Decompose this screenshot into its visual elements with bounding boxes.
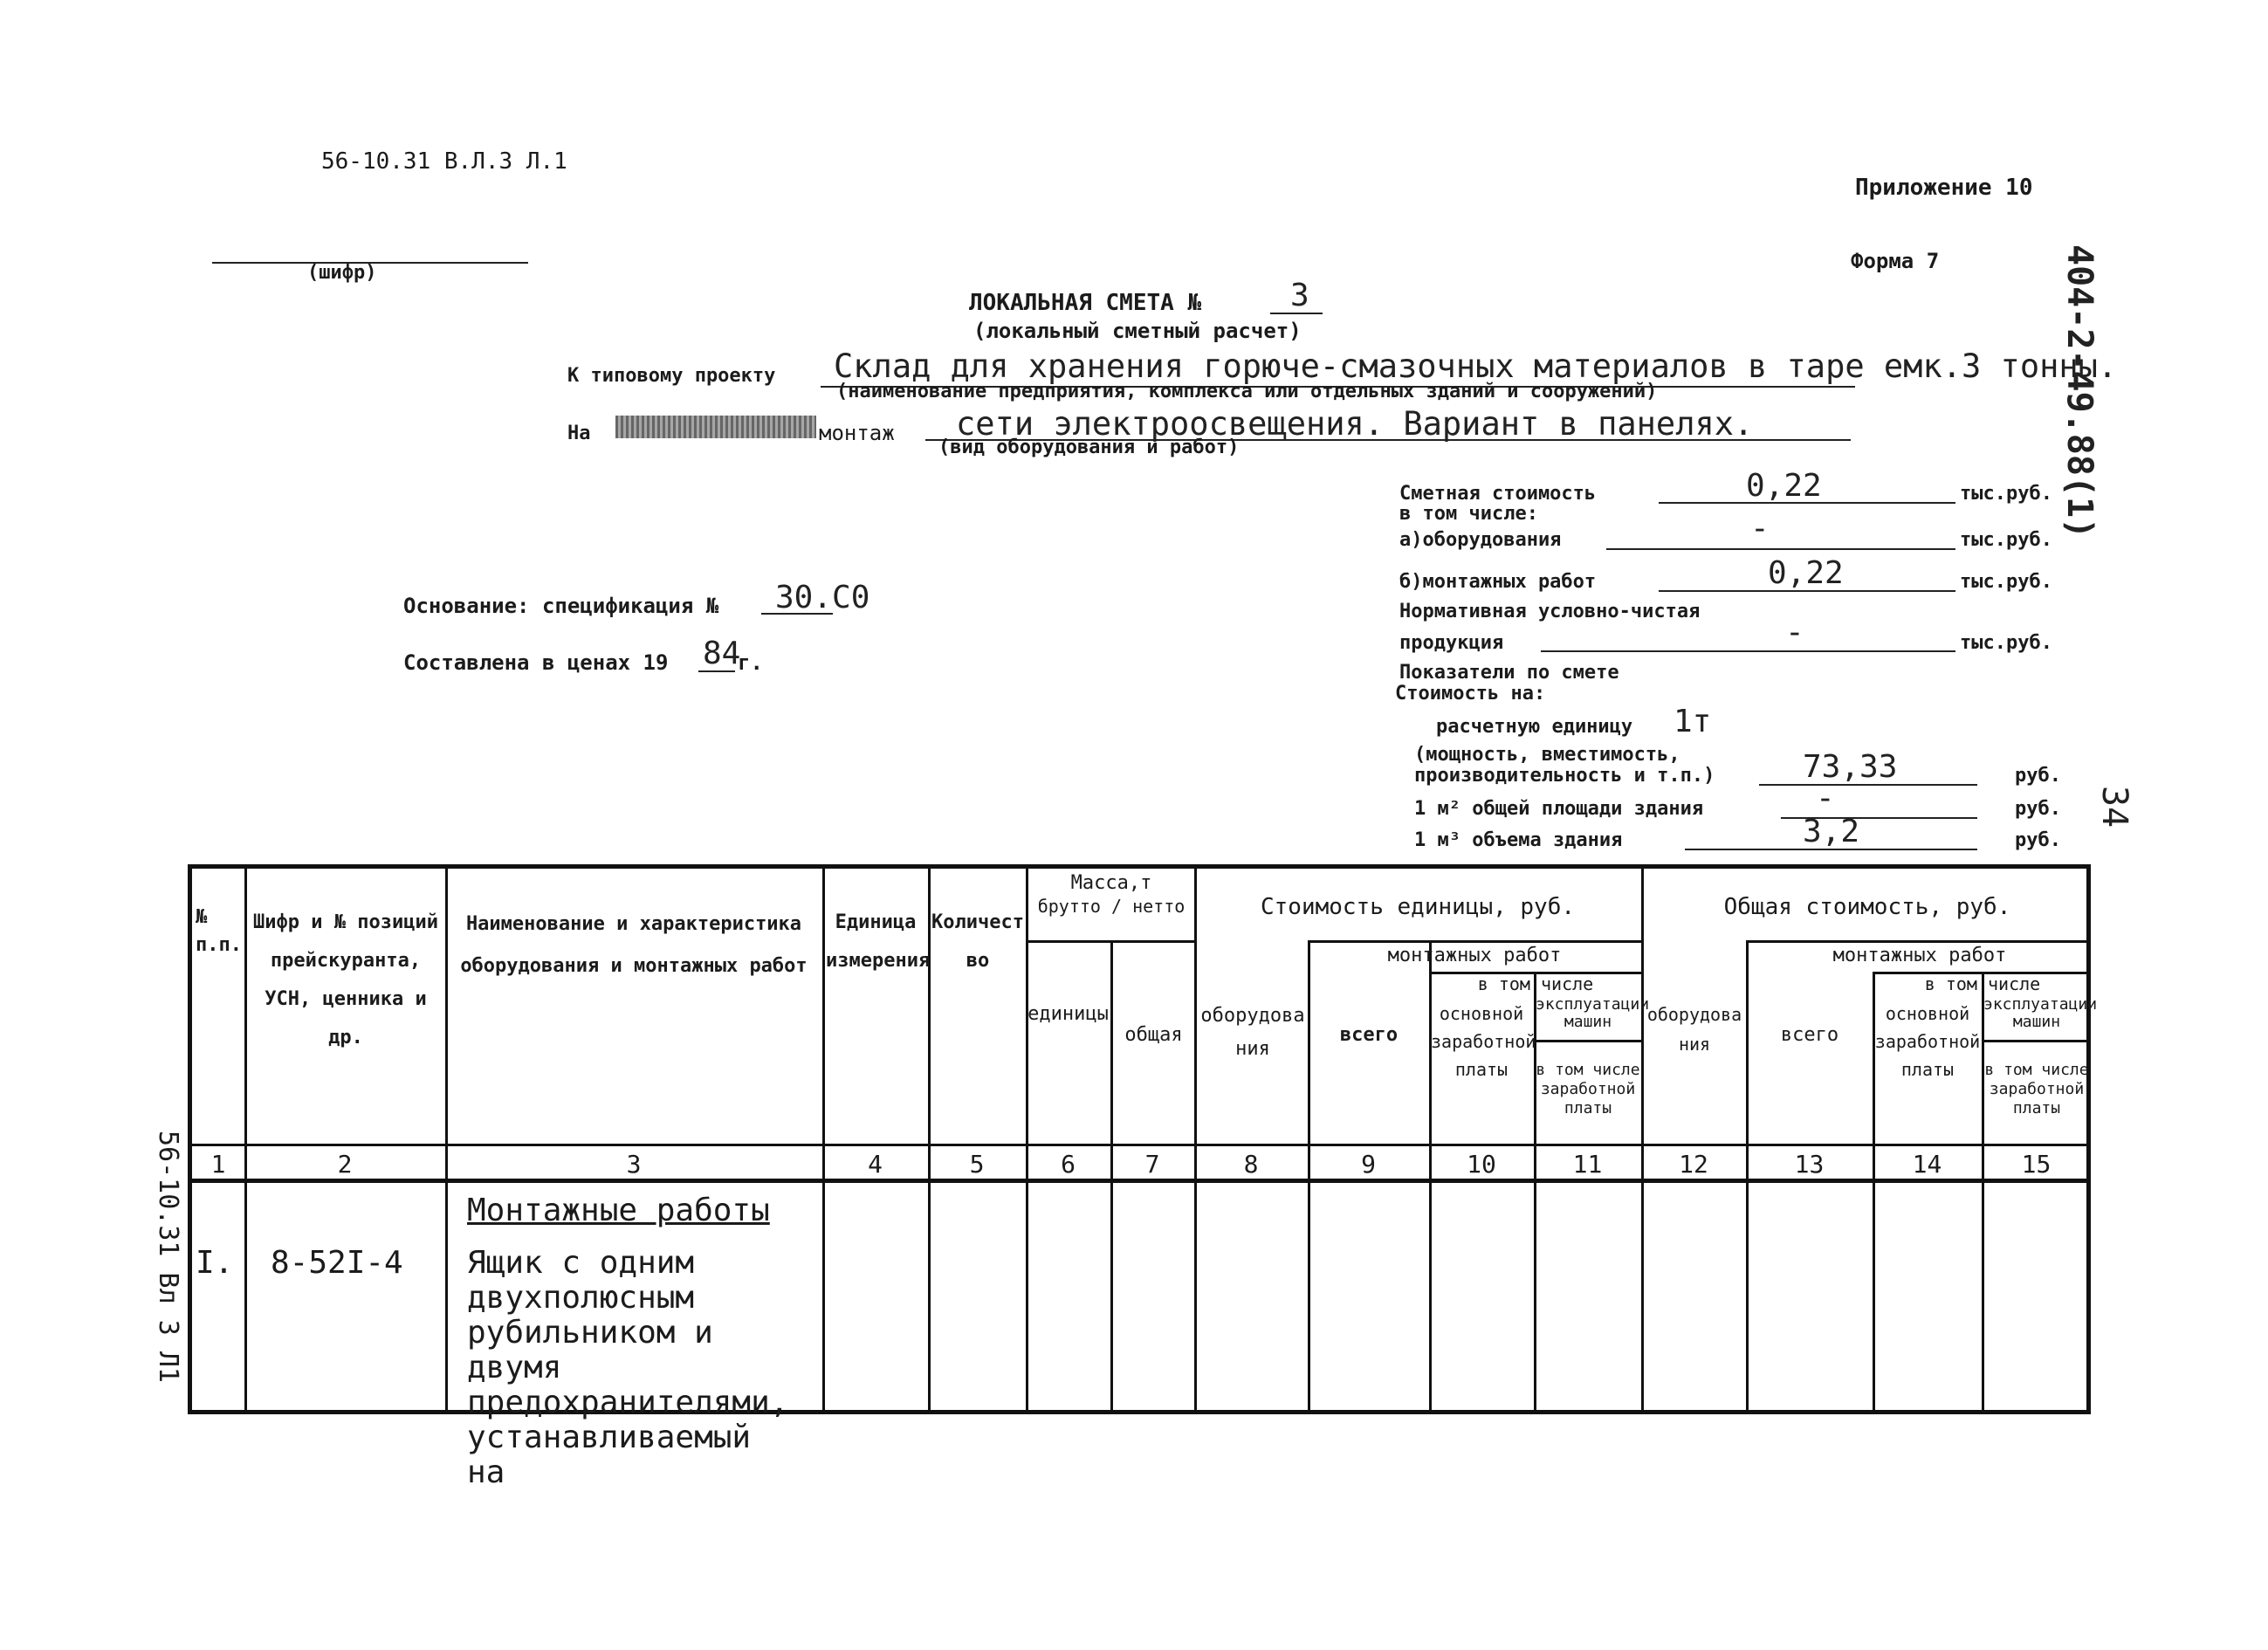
project-label: К типовому проекту	[567, 365, 776, 387]
document-code: 56-10.31 В.Л.3 Л.1	[321, 148, 567, 175]
header-num: № п.п.	[196, 906, 242, 956]
form-label: Форма 7	[1851, 249, 1940, 273]
including-label: в том числе:	[1399, 503, 1538, 525]
capacity-line	[1759, 784, 1977, 786]
col-number: 5	[969, 1150, 985, 1179]
page-number: 34	[2094, 786, 2134, 828]
header-mass: Масса,т	[1070, 872, 1152, 894]
col-number: 14	[1912, 1150, 1942, 1179]
header-install-total: монтажных работ	[1832, 945, 2007, 966]
header-machine-wages-15: в том числе заработной платы	[1984, 1061, 2089, 1117]
capacity-label-2: производительность и т.п.)	[1414, 765, 1715, 787]
install-label: б)монтажных работ	[1399, 571, 1597, 593]
col-number: 7	[1144, 1150, 1160, 1179]
col-number: 4	[868, 1150, 883, 1179]
col-number: 10	[1467, 1150, 1496, 1179]
grid-line	[822, 869, 825, 1410]
grid-line	[244, 869, 247, 1410]
normative-label-1: Нормативная условно-чистая	[1399, 601, 1701, 622]
basis-label: Основание: спецификация №	[403, 594, 719, 618]
unit-2: тыс.руб.	[1960, 529, 2052, 551]
rub-1: руб.	[2015, 765, 2061, 787]
basis-value: 30.С0	[775, 580, 870, 615]
title-number: 3	[1290, 278, 1309, 313]
calc-unit-label: расчетную единицу	[1436, 716, 1633, 738]
row-number: I.	[196, 1245, 234, 1281]
work-caption: (вид оборудования и работ)	[938, 437, 1240, 458]
grid-line	[192, 1144, 2091, 1146]
title-subtitle: (локальный сметный расчет)	[973, 319, 1302, 343]
equipment-value: -	[1750, 511, 1770, 547]
prices-year: 84	[703, 636, 741, 671]
calc-unit-value: 1т	[1674, 704, 1712, 739]
col-number: 3	[626, 1150, 642, 1179]
title-number-line	[1270, 313, 1323, 314]
grid-line	[445, 869, 448, 1410]
header-wages-14: основной заработной платы	[1874, 1003, 1981, 1080]
prices-suffix: г.	[738, 650, 763, 675]
section-title: Монтажные работы	[467, 1193, 770, 1228]
unit-4: тыс.руб.	[1960, 632, 2052, 654]
grid-line	[1982, 972, 1984, 1410]
header-machines-11: эксплуатации машин	[1536, 995, 1650, 1031]
row-code: 8-52I-4	[271, 1245, 403, 1281]
header-code: Шифр и № позиций прейскуранта, УСН, ценника и др.	[253, 911, 438, 1048]
normative-value: -	[1785, 615, 1804, 650]
header-equipment-unit: оборудования	[1200, 1005, 1305, 1060]
volume-value: 3,2	[1803, 814, 1860, 849]
col-number: 2	[337, 1150, 353, 1179]
grid-line	[1026, 940, 1194, 943]
volume-label: 1 м³ объема здания	[1414, 829, 1623, 851]
header-machine-wages-11: в том числе заработной платы	[1536, 1061, 1640, 1117]
estimated-value: 0,22	[1746, 468, 1822, 504]
col-number: 8	[1243, 1150, 1259, 1179]
header-install-unit: монтажных работ	[1387, 945, 1562, 966]
area-label: 1 м² общей площади здания	[1414, 798, 1704, 820]
col-number: 9	[1361, 1150, 1376, 1179]
equipment-line	[1606, 548, 1955, 550]
equipment-label: а)оборудования	[1399, 529, 1562, 551]
header-total-13: всего	[1780, 1024, 1839, 1046]
header-machines-15: эксплуатации машин	[1983, 995, 2098, 1031]
prices-year-line	[698, 670, 735, 672]
header-including-1: в том числе	[1477, 973, 1594, 994]
estimated-line	[1659, 502, 1955, 504]
col-number: 13	[1794, 1150, 1825, 1179]
indicators-label: Показатели по смете	[1399, 662, 1619, 684]
header-unit-cost: Стоимость единицы, руб.	[1260, 894, 1576, 920]
header-wages-10: основной заработной платы	[1431, 1003, 1536, 1080]
normative-label-2: продукция	[1399, 632, 1504, 654]
unit-1: тыс.руб.	[1960, 483, 2052, 505]
estimate-table	[188, 864, 2098, 1490]
project-value: Склад для хранения горюче-смазочных материалов в таре емк.3 тонны.	[834, 347, 2118, 385]
install-value: 0,22	[1768, 555, 1844, 591]
cost-for-label: Стоимость на:	[1395, 683, 1546, 705]
estimated-label: Сметная стоимость	[1399, 483, 1597, 505]
grid-line	[1534, 1040, 1641, 1042]
col-number: 1	[210, 1150, 226, 1179]
rub-3: руб.	[2015, 829, 2061, 851]
header-unit: Единица измерения	[826, 911, 931, 972]
volume-line	[1685, 849, 1977, 850]
rub-2: руб.	[2015, 798, 2061, 820]
unit-3: тыс.руб.	[1960, 571, 2052, 593]
install-line	[1659, 590, 1955, 592]
project-caption: (наименование предприятия, комплекса или отдельных зданий и сооружений)	[836, 381, 1658, 402]
header-mass-sub: брутто / нетто	[1037, 896, 1186, 917]
work-label-2: монтаж	[819, 421, 895, 445]
work-label: На	[567, 423, 591, 444]
header-mass-total: общая	[1124, 1024, 1183, 1046]
capacity-value: 73,33	[1803, 749, 1898, 785]
row-name: Ящик с одним двухполюсным рубильником и двумя предохранителями, устанавливаемый на	[467, 1245, 789, 1490]
col-number: 15	[2021, 1150, 2052, 1179]
side-code: 404-2-49.88(1)	[2059, 244, 2100, 540]
header-name: Наименование и характеристика оборудования и монтажных работ	[460, 913, 808, 977]
header-quantity: Количество	[931, 911, 1024, 972]
grid-line	[192, 1179, 2091, 1183]
header-total-9: всего	[1339, 1024, 1399, 1046]
grid-line	[1641, 869, 1644, 1410]
grid-line	[1982, 1040, 2091, 1042]
area-value: -	[1816, 780, 1835, 816]
title-label: ЛОКАЛЬНАЯ СМЕТА №	[969, 290, 1202, 316]
grid-line	[1026, 869, 1028, 1410]
cipher-caption: (шифр)	[307, 262, 377, 284]
prices-label: Составлена в ценах 19	[403, 650, 669, 675]
col-number: 11	[1572, 1150, 1603, 1179]
header-total-cost: Общая стоимость, руб.	[1723, 894, 2011, 920]
left-vertical-code: 56-10.31 Вл 3 Л1	[153, 1131, 183, 1383]
grid-line	[1194, 869, 1197, 1410]
header-mass-unit: единицы	[1027, 1003, 1109, 1025]
appendix-label: Приложение 10	[1855, 175, 2033, 201]
header-including-2: в том числе	[1924, 973, 2041, 994]
col-number: 6	[1061, 1150, 1076, 1179]
normative-line	[1541, 650, 1955, 652]
basis-line	[761, 613, 833, 615]
col-number: 12	[1679, 1150, 1708, 1179]
header-equipment-12: оборудования	[1646, 1004, 1742, 1055]
capacity-label-1: (мощность, вместимость,	[1414, 744, 1680, 766]
work-value: сети электроосвещения. Вариант в панелях.	[956, 405, 1754, 443]
struck-out-text	[615, 416, 816, 438]
